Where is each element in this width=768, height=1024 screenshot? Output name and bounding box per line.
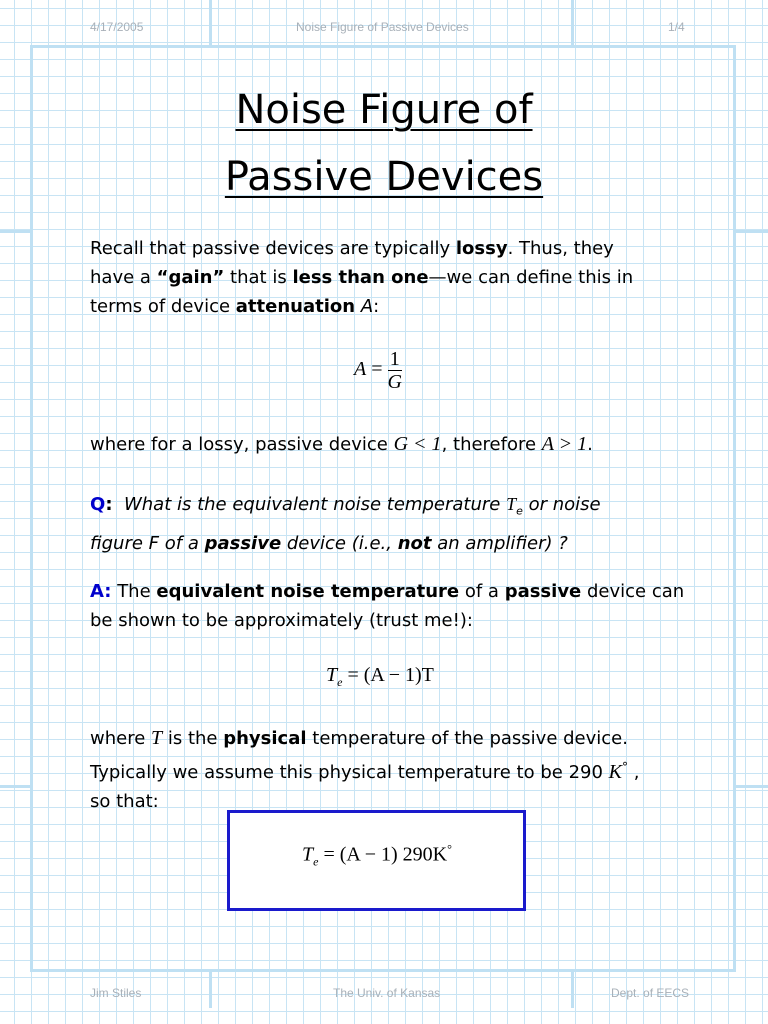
header-date: 4/17/2005 (90, 20, 144, 34)
footer-author: Jim Stiles (90, 986, 142, 1000)
footer-university: The Univ. of Kansas (333, 986, 441, 1000)
question-paragraph: Q: What is the equivalent noise temperature $T_e$ or noise figure F of a passive device (i.e., not an amplifier) ? (90, 494, 601, 554)
equation-attenuation: A = $\frac{1}{G}$ (354, 348, 402, 393)
answer-paragraph: A: The equivalent noise temperature of a passive device can be shown to be approximately (trust me!): (90, 581, 685, 631)
lossy-condition-text: where for a lossy, passive device G < 1, therefore A > 1. (90, 433, 593, 455)
header-title: Noise Figure of Passive Devices (296, 20, 469, 34)
footer-department: Dept. of EECS (611, 986, 690, 1000)
equation-result: $T_e = (A - 1)$ 290K° (302, 842, 452, 869)
equation-noise-temperature: $T_e = (A - 1)T$ (326, 664, 434, 689)
physical-temperature-paragraph: where T is the physical temperature of the passive device. Typically we assume this physical temperature to be 290 K° , so that: (90, 727, 640, 812)
page-title-line-1: Noise Figure of (235, 87, 533, 133)
header-page-number: 1/4 (668, 20, 685, 34)
intro-paragraph: Recall that passive devices are typically lossy. Thus, they have a “gain” that is less than one—we can define this in terms of device attenuation A: (90, 238, 634, 317)
page-title-line-2: Passive Devices (224, 154, 544, 200)
